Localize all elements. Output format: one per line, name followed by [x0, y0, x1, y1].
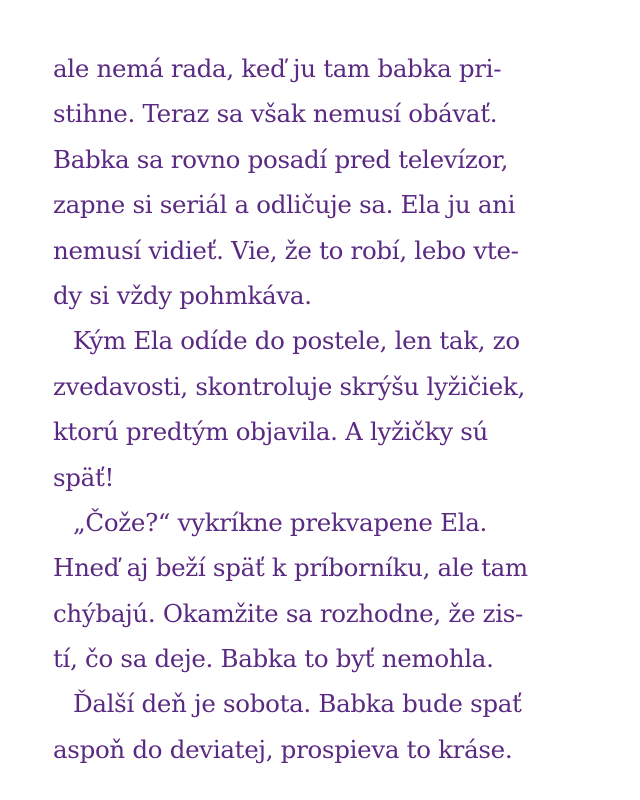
paragraph-start-line: Ďalší deň je sobota. Babka bude spať [73, 689, 522, 719]
text-line: dy si vždy pohmkáva. [53, 280, 312, 310]
text-line: nemusí vidieť. Vie, že to robí, lebo vte- [53, 235, 519, 265]
paragraph-start-line: „Čože?“ vykríkne prekvapene Ela. [73, 507, 487, 537]
text-line: zvedavosti, skontroluje skrýšu lyžičiek, [53, 371, 525, 401]
text-line: chýbajú. Okamžite sa rozhodne, že zis- [53, 598, 524, 628]
text-line: stihne. Teraz sa však nemusí obávať. [53, 99, 498, 129]
paragraph-start-line: Kým Ela odíde do postele, len tak, zo [73, 326, 520, 356]
text-line: ktorú predtým objavila. A lyžičky sú [53, 417, 488, 447]
text-line: späť! [53, 462, 115, 492]
page-text [53, 46, 613, 772]
text-line: zapne si seriál a odličuje sa. Ela ju ani [53, 190, 516, 220]
text-line: aspoň do deviatej, prospieva to kráse. [53, 734, 513, 764]
text-line: Babka sa rovno posadí pred televízor, [53, 144, 509, 174]
text-line: ale nemá rada, keď ju tam babka pri- [53, 54, 502, 83]
text-line: Hneď aj beží späť k príborníku, ale tam [53, 553, 528, 583]
text-line: tí, čo sa deje. Babka to byť nemohla. [53, 644, 494, 674]
